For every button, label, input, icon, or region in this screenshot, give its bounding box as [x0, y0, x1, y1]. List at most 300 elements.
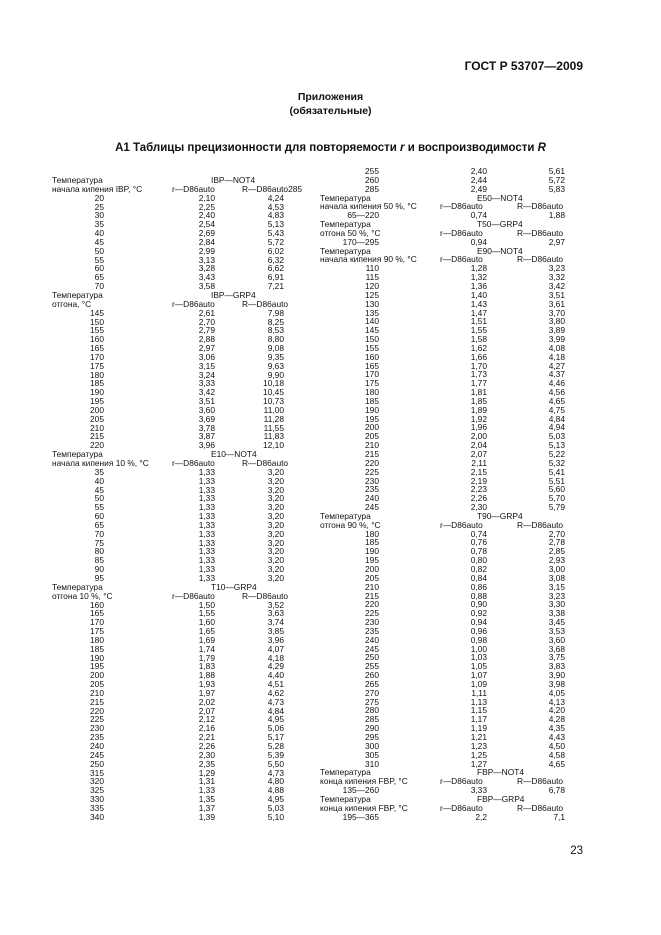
temperature-value: 230 [365, 617, 379, 628]
reproducibility-value: 5,32 [548, 457, 565, 468]
temperature-value: 340 [90, 811, 104, 822]
table-row [52, 689, 284, 698]
temperature-value: 190 [90, 652, 104, 663]
reproducibility-value: 4,46 [548, 378, 565, 389]
repeatability-value: r—D86auto [440, 802, 483, 813]
table-row [52, 530, 284, 539]
temperature-value: 245 [365, 502, 379, 513]
temperature-value: 280 [365, 705, 379, 716]
reproducibility-value: 3,20 [267, 555, 284, 566]
temperature-value: 215 [365, 590, 379, 601]
reproducibility-value: 4,05 [548, 687, 565, 698]
temperature-value: 45 [94, 236, 104, 247]
row-label: Температура [52, 581, 103, 592]
table-row [52, 503, 284, 512]
reproducibility-value: 4,94 [548, 422, 565, 433]
repeatability-value: 1,33 [198, 502, 215, 513]
repeatability-value: 3,28 [198, 263, 215, 274]
temperature-value: 250 [90, 758, 104, 769]
row-label: Температура [320, 219, 371, 230]
repeatability-value: 1,39 [198, 811, 215, 822]
repeatability-value: 1,96 [470, 422, 487, 433]
temperature-value: 305 [365, 749, 379, 760]
table-row [52, 654, 284, 663]
table-row [52, 539, 284, 548]
reproducibility-value: 5,03 [267, 802, 284, 813]
reproducibility-value: 4,51 [267, 679, 284, 690]
table-row [320, 326, 565, 335]
section-title [0, 142, 661, 154]
reproducibility-value: 3,20 [267, 511, 284, 522]
group-title: T90—GRP4 [477, 510, 523, 521]
table-row [52, 194, 284, 203]
reproducibility-value: 6,32 [267, 254, 284, 265]
table-row [320, 653, 565, 662]
repeatability-value: 2,30 [470, 502, 487, 513]
reproducibility-value: 9,90 [267, 369, 284, 380]
temperature-value: 300 [365, 740, 379, 751]
reproducibility-value: R—D86auto [242, 590, 289, 601]
repeatability-value: 2,97 [198, 343, 215, 354]
temperature-value: 220 [90, 705, 104, 716]
repeatability-value: 1,92 [470, 413, 487, 424]
table-row [52, 547, 284, 556]
repeatability-value: 1,15 [470, 705, 487, 716]
repeatability-value: 1,33 [198, 546, 215, 557]
reproducibility-value: 5,17 [267, 732, 284, 743]
reproducibility-value: 11,28 [263, 413, 284, 424]
temperature-value: 175 [90, 626, 104, 637]
repeatability-value: 1,43 [470, 298, 487, 309]
repeatability-value: 1,51 [470, 316, 487, 327]
repeatability-value: 3,33 [198, 378, 215, 389]
table-row [320, 423, 565, 432]
repeatability-value: 1,69 [198, 634, 215, 645]
reproducibility-value: R—D86auto [517, 254, 564, 265]
repeatability-value: 1,33 [198, 493, 215, 504]
temperature-value: 175 [365, 378, 379, 389]
reproducibility-value: 3,74 [267, 617, 284, 628]
temperature-value: 20 [94, 192, 104, 203]
repeatability-value: 2,35 [198, 758, 215, 769]
repeatability-value: r—D86auto [172, 183, 215, 194]
reproducibility-value: 6,91 [267, 272, 284, 283]
reproducibility-value: 3,98 [548, 678, 565, 689]
table-row [320, 751, 565, 760]
table-row [52, 318, 284, 327]
reproducibility-value: 3,63 [267, 608, 284, 619]
repeatability-value: 0,90 [470, 599, 487, 610]
table-row [52, 680, 284, 689]
table-row [320, 636, 565, 645]
table-row [52, 636, 284, 645]
temperature-value: 230 [90, 723, 104, 734]
reproducibility-value: 3,20 [267, 475, 284, 486]
table-row [52, 220, 284, 229]
repeatability-value: 0,98 [470, 634, 487, 645]
repeatability-value: 1,60 [198, 617, 215, 628]
reproducibility-value: 3,80 [548, 316, 565, 327]
repeatability-value: 1,70 [470, 360, 487, 371]
reproducibility-value: 5,50 [267, 758, 284, 769]
reproducibility-value: 4,56 [548, 387, 565, 398]
repeatability-value: 1,09 [470, 678, 487, 689]
temperature-value: 150 [90, 316, 104, 327]
reproducibility-value: 4,24 [267, 192, 284, 203]
reproducibility-value: 5,13 [267, 219, 284, 230]
reproducibility-value: 3,89 [548, 325, 565, 336]
temperature-value: 95 [94, 572, 104, 583]
table-row [52, 256, 284, 265]
reproducibility-value: 5,79 [548, 502, 565, 513]
reproducibility-value: 7,1 [553, 811, 565, 822]
repeatability-value: 1,81 [470, 387, 487, 398]
table-row [320, 485, 565, 494]
repeatability-value: 2,19 [470, 475, 487, 486]
repeatability-value: 1,33 [198, 475, 215, 486]
reproducibility-value: 4,73 [267, 767, 284, 778]
reproducibility-value: R—D86auto [517, 201, 564, 212]
repeatability-value: 1,28 [470, 263, 487, 274]
temperature-value: 180 [365, 387, 379, 398]
temperature-value: 25 [94, 201, 104, 212]
temperature-value: 170 [365, 369, 379, 380]
table-row [52, 432, 284, 441]
temperature-value: 165 [90, 608, 104, 619]
table-row [52, 415, 284, 424]
temperature-value: 195—365 [342, 811, 379, 822]
table-row [52, 344, 284, 353]
table-row [320, 680, 565, 689]
temperature-value: 245 [365, 643, 379, 654]
temperature-value: 185 [365, 537, 379, 548]
repeatability-value: 1,35 [198, 794, 215, 805]
table-row [320, 459, 565, 468]
table-row [52, 203, 284, 212]
repeatability-value: 2,23 [470, 484, 487, 495]
temperature-value: 195 [365, 413, 379, 424]
table-row [320, 618, 565, 627]
temperature-value: 210 [90, 422, 104, 433]
table-row [320, 291, 565, 300]
table-row [52, 247, 284, 256]
table-row [52, 760, 284, 769]
reproducibility-value: 4,80 [267, 776, 284, 787]
temperature-value: 30 [94, 210, 104, 221]
reproducibility-value: 3,68 [548, 643, 565, 654]
temperature-value: 35 [94, 219, 104, 230]
reproducibility-value: 12,10 [263, 440, 284, 451]
section-title-middle: и воспроизводимости [404, 142, 538, 154]
table-row [52, 618, 284, 627]
repeatability-value: 0,74 [470, 528, 487, 539]
reproducibility-value: 2,78 [548, 537, 565, 548]
repeatability-value: 1,19 [470, 723, 487, 734]
table-row [52, 601, 284, 610]
repeatability-value: 0,94 [470, 617, 487, 628]
row-label: начала кипения 90 %, °С [320, 254, 417, 265]
repeatability-value: 0,84 [470, 572, 487, 583]
reproducibility-value: 9,08 [267, 343, 284, 354]
repeatability-value: 3,96 [198, 440, 215, 451]
row-label: конца кипения FBP, °С [320, 802, 408, 813]
repeatability-value: 0,82 [470, 563, 487, 574]
reproducibility-value: 3,90 [548, 670, 565, 681]
reproducibility-value: 3,96 [267, 634, 284, 645]
temperature-value: 190 [365, 404, 379, 415]
repeatability-value: 0,88 [470, 590, 487, 601]
repeatability-value: 1,55 [198, 608, 215, 619]
temperature-value: 185 [90, 378, 104, 389]
reproducibility-value: 4,29 [267, 661, 284, 672]
reproducibility-value: 3,20 [267, 564, 284, 575]
reproducibility-value: 4,53 [267, 201, 284, 212]
reproducibility-value: R—D86auto [517, 802, 564, 813]
row-label: отгона 10 %, °С [52, 590, 113, 601]
temperature-value: 215 [90, 431, 104, 442]
table-header-row [52, 458, 289, 468]
temperature-value: 240 [90, 741, 104, 751]
row-label: конца кипения FBP, °С [320, 776, 408, 787]
repeatability-value: 1,33 [198, 564, 215, 575]
repeatability-value: 2,21 [198, 732, 215, 743]
repeatability-value: 2,44 [470, 174, 487, 185]
repeatability-value: 3,24 [198, 369, 215, 380]
table-row [52, 477, 284, 486]
reproducibility-value: 3,20 [267, 528, 284, 539]
temperature-value: 285 [365, 183, 379, 194]
temperature-value: 195 [365, 555, 379, 566]
temperature-value: 195 [90, 396, 104, 407]
group-title: T50—GRP4 [477, 219, 523, 230]
reproducibility-value: 3,99 [548, 334, 565, 345]
table-row [52, 795, 284, 804]
temperature-value: 315 [90, 767, 104, 778]
reproducibility-value: 4,13 [548, 696, 565, 707]
page-number: 23 [570, 845, 583, 857]
temperature-value: 60 [94, 511, 104, 522]
table-row [320, 538, 565, 547]
reproducibility-value: 3,20 [267, 519, 284, 530]
temperature-value: 240 [365, 634, 379, 645]
table-row [320, 547, 565, 556]
table-row [320, 662, 565, 671]
table-header-row [52, 590, 289, 601]
repeatability-value: 1,33 [198, 466, 215, 477]
reproducibility-value: 3,32 [548, 272, 565, 283]
repeatability-value: 1,47 [470, 307, 487, 318]
temperature-value: 260 [365, 174, 379, 185]
repeatability-value: 2,07 [470, 449, 487, 459]
right-table-column [320, 167, 565, 821]
reproducibility-value: R—D86auto [517, 776, 564, 787]
table-row [320, 397, 565, 406]
table-header-row [320, 255, 565, 264]
table-row [320, 379, 565, 388]
reproducibility-value: 2,70 [548, 528, 565, 539]
repeatability-value: 2,61 [198, 307, 215, 318]
repeatability-value: 2,84 [198, 236, 215, 247]
repeatability-value: 3,51 [198, 396, 215, 407]
temperature-value: 205 [90, 413, 104, 424]
table-row [52, 309, 284, 318]
repeatability-value: 1,33 [198, 785, 215, 796]
table-row [320, 742, 565, 751]
temperature-value: 255 [365, 166, 379, 176]
temperature-value: 255 [365, 661, 379, 672]
table-row [320, 600, 565, 609]
table-row [320, 530, 565, 539]
reproducibility-value: 5,13 [548, 440, 565, 451]
reproducibility-value: 3,15 [548, 581, 565, 592]
temperature-value: 195 [90, 661, 104, 672]
reproducibility-value: 3,20 [267, 572, 284, 583]
table-row [52, 662, 284, 671]
table-row [320, 609, 565, 618]
temperature-value: 170 [90, 351, 104, 362]
group-title: E90—NOT4 [477, 245, 523, 256]
temperature-value: 40 [94, 475, 104, 486]
reproducibility-value: 3,00 [548, 563, 565, 574]
reproducibility-value: 2,97 [548, 236, 565, 247]
temperature-value: 275 [365, 696, 379, 707]
temperature-value: 145 [365, 325, 379, 336]
repeatability-value: 1,93 [198, 679, 215, 690]
temperature-value: 90 [94, 564, 104, 575]
section-title-r: r [400, 142, 405, 154]
row-label: начала кипения 10 %, °С [52, 458, 149, 468]
temperature-value: 210 [365, 581, 379, 592]
reproducibility-value: 4,50 [548, 740, 565, 751]
table-row [320, 477, 565, 486]
reproducibility-value: 4,40 [267, 670, 284, 681]
row-label: отгона 50 %, °С [320, 227, 381, 238]
reproducibility-value: 3,75 [548, 652, 565, 663]
table-row [320, 282, 565, 291]
repeatability-value: 1,74 [198, 643, 215, 654]
reproducibility-value: 5,72 [548, 174, 565, 185]
repeatability-value: 2,11 [471, 457, 487, 468]
standard-number: ГОСТ Р 53707—2009 [464, 59, 583, 73]
table-row [52, 264, 284, 273]
table-row [52, 238, 284, 247]
table-row [52, 486, 284, 495]
table-row [320, 441, 565, 450]
repeatability-value: 2,26 [198, 741, 215, 751]
row-label: Температура [52, 449, 103, 460]
reproducibility-value: 3,83 [548, 661, 565, 672]
reproducibility-value: 7,98 [267, 307, 284, 318]
temperature-value: 200 [90, 404, 104, 415]
reproducibility-value: 4,84 [267, 705, 284, 716]
row-label: отгона, °С [52, 298, 92, 309]
table-row [320, 574, 565, 583]
table-row [52, 777, 284, 786]
repeatability-value: r—D86auto [440, 776, 483, 787]
temperature-value: 220 [365, 599, 379, 610]
table-row [320, 565, 565, 574]
repeatability-value: 1,31 [198, 776, 215, 787]
table-row [52, 627, 284, 636]
reproducibility-value: 6,78 [548, 785, 565, 796]
repeatability-value: 0,86 [470, 581, 487, 592]
table-row [320, 583, 565, 592]
reproducibility-value: 3,52 [267, 599, 284, 610]
reproducibility-value: 4,95 [267, 794, 284, 805]
temperature-value: 160 [90, 334, 104, 345]
reproducibility-value: 4,18 [548, 351, 565, 362]
repeatability-value: 3,58 [198, 281, 215, 292]
left-table-column [52, 175, 303, 822]
temperature-value: 235 [365, 484, 379, 495]
temperature-value: 225 [365, 608, 379, 619]
repeatability-value: 2,69 [198, 228, 215, 239]
repeatability-value: 2,79 [198, 325, 215, 336]
reproducibility-value: 3,60 [548, 634, 565, 645]
reproducibility-value: 4,65 [548, 758, 565, 769]
temperature-value: 55 [94, 502, 104, 513]
temperature-value: 285 [365, 714, 379, 725]
repeatability-value: 1,33 [198, 519, 215, 530]
repeatability-value: 2,16 [198, 723, 215, 734]
table-row [320, 698, 565, 707]
table-row [320, 468, 565, 477]
group-title: E50—NOT4 [477, 192, 523, 203]
reproducibility-value: 4,65 [548, 395, 565, 406]
table-row [52, 556, 284, 565]
table-row [52, 742, 284, 751]
reproducibility-value: 6,62 [267, 263, 284, 274]
temperature-value: 65—220 [347, 210, 379, 221]
temperature-value: 125 [365, 289, 379, 300]
table-row [52, 786, 284, 795]
repeatability-value: 0,80 [470, 555, 487, 566]
table-row [52, 362, 284, 371]
table-row [52, 379, 284, 388]
repeatability-value: 1,89 [470, 404, 487, 415]
repeatability-value: 1,36 [470, 280, 487, 291]
group-title: FBP—GRP4 [477, 793, 525, 804]
appendix-subtitle: (обязательные) [289, 105, 372, 117]
reproducibility-value: 4,28 [548, 714, 565, 725]
table-row [52, 229, 284, 238]
temperature-value: 160 [365, 351, 379, 362]
row-label: Температура [320, 767, 371, 778]
temperature-value: 50 [94, 245, 104, 256]
temperature-value: 35 [94, 466, 104, 477]
reproducibility-value: 5,28 [267, 741, 284, 751]
temperature-value: 75 [94, 537, 104, 548]
repeatability-value: 3,78 [198, 422, 215, 433]
repeatability-value: 1,77 [470, 378, 487, 389]
reproducibility-value: 4,73 [267, 696, 284, 707]
repeatability-value: 1,23 [470, 740, 487, 751]
table-row [320, 645, 565, 654]
reproducibility-value: 10,45 [263, 387, 284, 398]
temperature-value: 295 [365, 732, 379, 742]
repeatability-value: 3,06 [198, 351, 215, 362]
reproducibility-value: 4,37 [548, 369, 565, 380]
repeatability-value: 0,76 [470, 537, 487, 548]
temperature-value: 210 [365, 440, 379, 451]
repeatability-value: 1,97 [198, 687, 215, 698]
reproducibility-value: 4,62 [267, 687, 284, 698]
appendix-heading [0, 90, 661, 118]
reproducibility-value: 3,08 [548, 572, 565, 583]
repeatability-value: 2,2 [475, 811, 487, 822]
reproducibility-value: 5,03 [548, 431, 565, 442]
temperature-value: 335 [90, 802, 104, 813]
